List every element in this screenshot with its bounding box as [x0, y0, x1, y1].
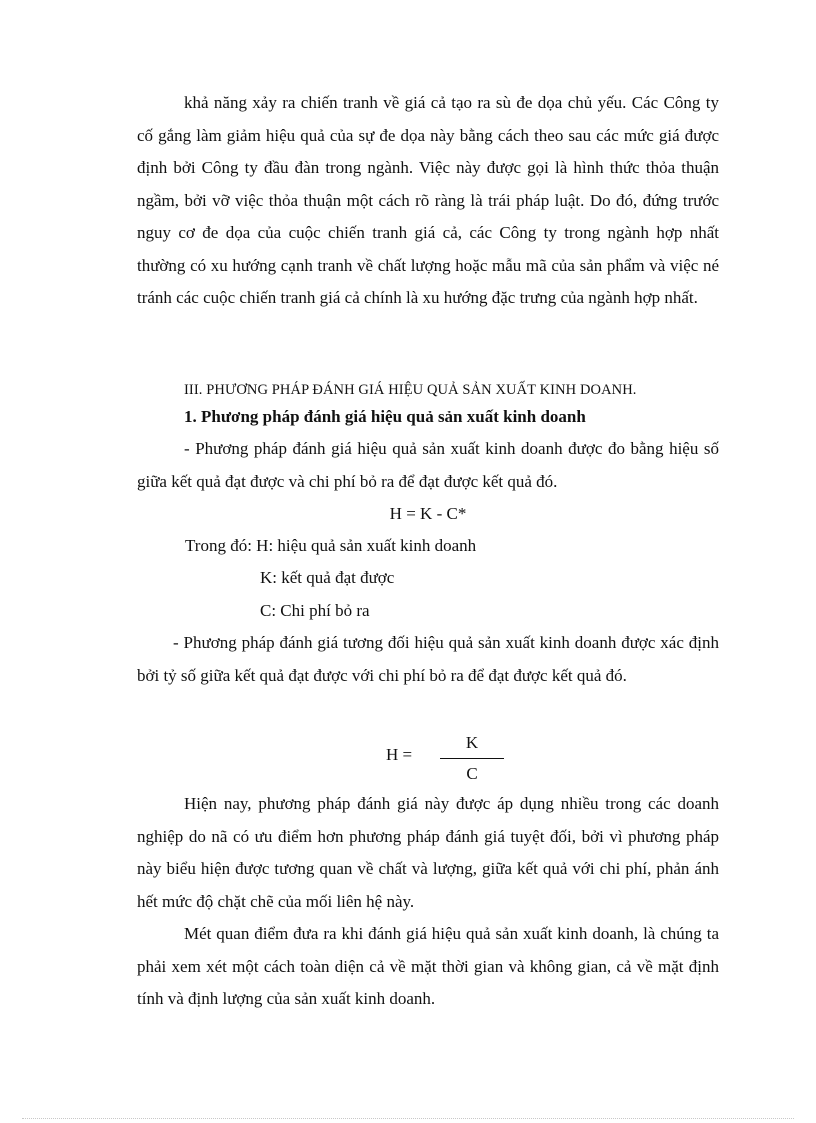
paragraph-price-war: khả năng xảy ra chiến tranh về giá cả tạo ra sù đe dọa chủ yếu. Các Công ty cố gắng làm giảm hiệu quả của sự đe dọa này bằng cách theo sau các mức giá được định bởi Công ty đầu đàn trong ngành. Việc này được gọi là hình thức thỏa thuận ngầm, bởi vỡ việc thỏa thuận một cách rõ ràng là trái pháp luật. Do đó, đứng trước nguy cơ đe dọa của cuộc chiến tranh giá cả, các Công ty trong ngành hợp nhất thường có xu hướng cạnh tranh về chất lượng hoặc mẫu mã của sản phẩm và việc né tránh các cuộc chiến tranh giá cả chính là xu hướng đặc trưng của ngành hợp nhất.: [137, 93, 719, 307]
fraction-denominator: C: [466, 764, 478, 783]
legend-h: Trong đó: H: hiệu quả sản xuất kinh doanh: [185, 536, 477, 555]
section-heading: III. PHƯƠNG PHÁP ĐÁNH GIÁ HIỆU QUẢ SẢN XUẤT KINH DOANH.: [184, 382, 637, 398]
paragraph-current-usage: Hiện nay, phương pháp đánh giá này được áp dụng nhiều trong các doanh nghiệp do nã có ưu điểm hơn phương pháp đánh giá tuyệt đối, bởi vì phương pháp này biểu hiện được tương quan về chất và lượng, giữa kết quả với chi phí, phản ánh hết mức độ chặt chẽ của mối liên hệ này.: [137, 794, 719, 911]
legend-c: C: Chi phí bỏ ra: [260, 601, 370, 620]
page-bottom-border: [22, 1118, 794, 1119]
formula-relative-lhs: H =: [386, 745, 413, 764]
formula-relative-fraction: [438, 728, 506, 789]
paragraph-viewpoint: Mét quan điểm đưa ra khi đánh giá hiệu quả sản xuất kinh doanh, là chúng ta phải xem xét một cách toàn diện cả về mặt thời gian và không gian, cả về mặt định tính và định lượng của sản xuất kinh doanh.: [137, 924, 719, 1008]
paragraph-absolute-method: - Phương pháp đánh giá hiệu quả sản xuất kinh doanh được đo bằng hiệu số giữa kết quả đạt được và chi phí bỏ ra để đạt được kết quả đó.: [137, 439, 719, 491]
subsection-heading: 1. Phương pháp đánh giá hiệu quả sản xuất kinh doanh: [184, 407, 586, 426]
legend-k: K: kết quả đạt được: [260, 568, 395, 587]
formula-absolute: H = K - C*: [389, 504, 467, 523]
fraction-numerator: K: [465, 733, 479, 752]
paragraph-relative-method: - Phương pháp đánh giá tương đối hiệu quả sản xuất kinh doanh được xác định bởi tỷ số giữa kết quả đạt được với chi phí bỏ ra để đạt được kết quả đó.: [137, 633, 719, 685]
